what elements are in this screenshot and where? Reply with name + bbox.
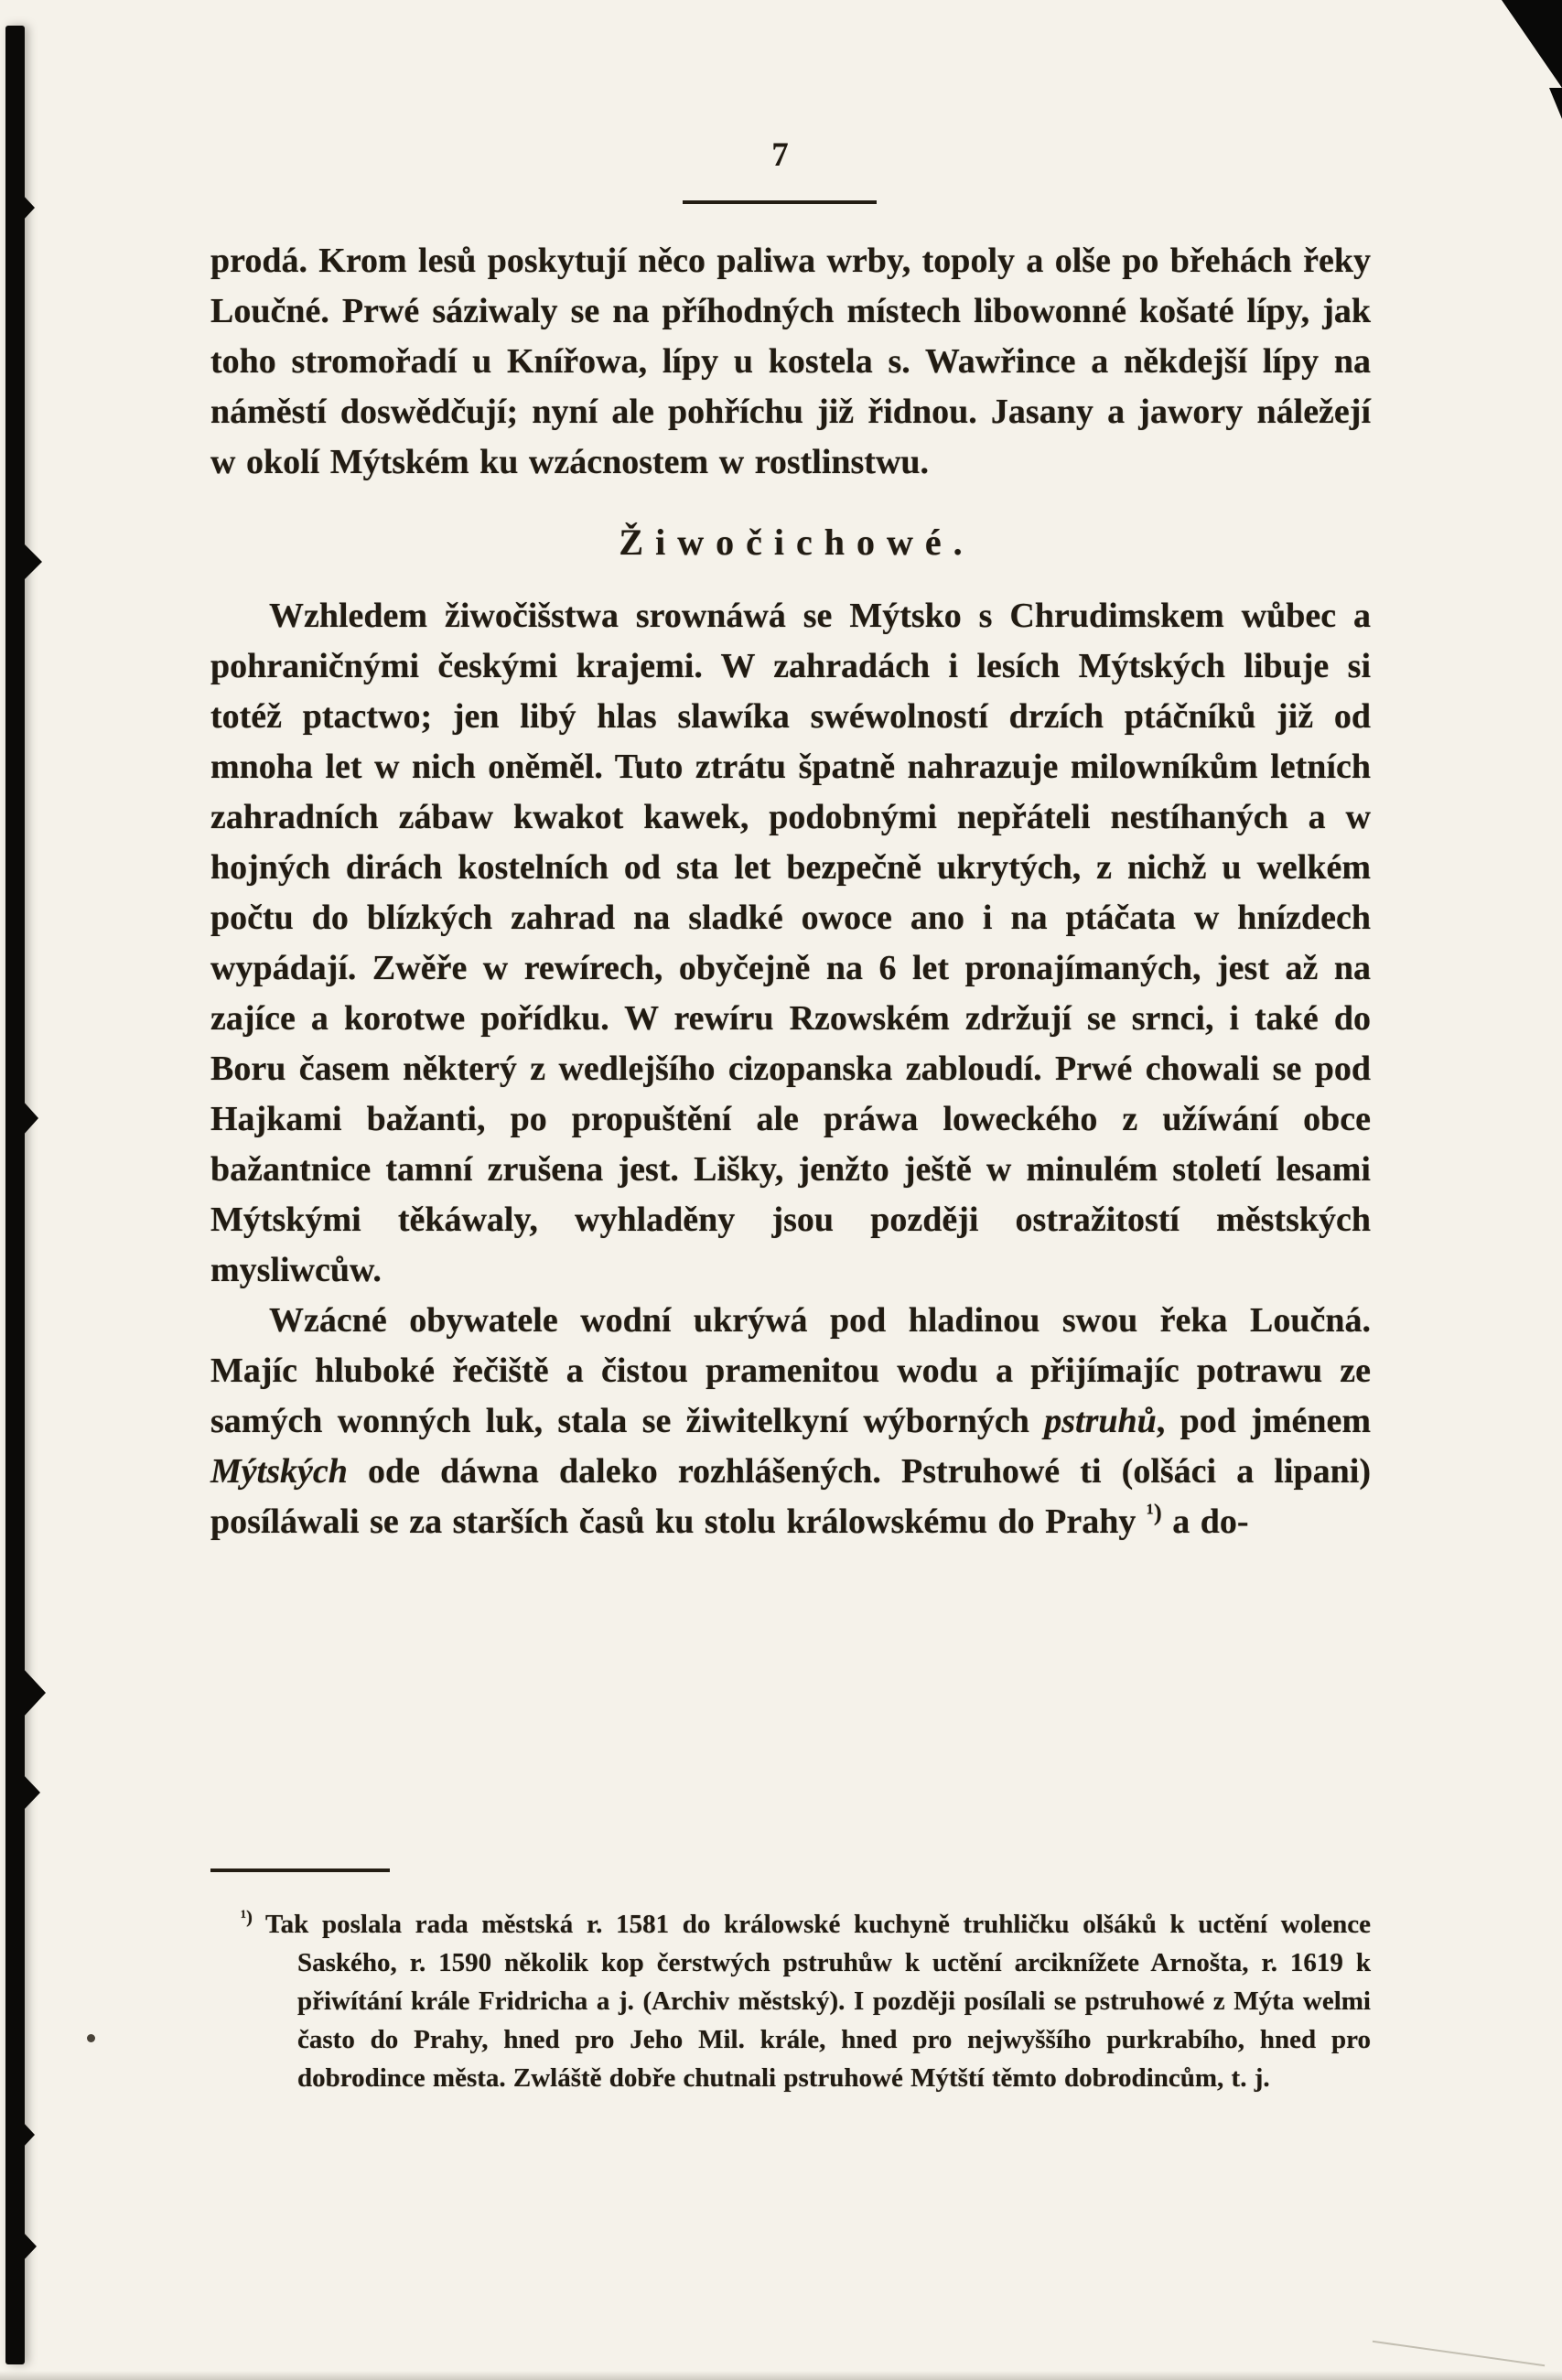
left-edge-mark	[22, 1100, 38, 1136]
top-right-notch-artifact	[1549, 88, 1562, 119]
bottom-edge-shadow	[0, 2371, 1562, 2380]
paragraph-animals: Wzhledem žiwočišstwa srownáwá se Mýtsko s Chrudimskem wůbec a pohraničnými českými krajemi. W zahradách i lesích Mýtských libuje si totéž ptactwo; jen libý hlas slawíka swéwolností drzích ptáčníků již od mnoha let w nich oněměl. Tuto ztrátu špatně nahrazuje milowníkům letních zahradních zábaw kwakot kawek, podobnými nepřáteli nestíhaných a w hojných dirách kostelních od sta let bezpečně ukrytých, z nichž u welkém počtu do blízkých zahrad na sladké owoce ano i na ptáčata w hnízdech wypádají. Zwěře w rewírech, obyčejně na 6 let pronajímaných, jest až na zajíce a korotwe pořídku. W rewíru Rzowském zdržují se srnci, i také do Boru časem některý z wedlejšího cizopanska zabloudí. Prwé chowali se pod Hajkami bažanti, po propuštění ale práwa loweckého z užíwání obce bažantnice tamní zrušena jest. Lišky, jenžto ještě w minulém století lesami Mýtskými těkáwaly, wyhladěny jsou později ostražitostí městských mysliwcůw.	[210, 597, 1371, 1289]
left-edge-mark	[22, 194, 35, 221]
text-segment: Wzácné obywatele wodní ukrýwá pod hladinou swou řeka Loučná. Majíc hluboké řečiště a čistou pramenitou wodu a přijímajíc potrawu ze samých wonných luk, stala se žiwitelkyní wýborných	[210, 1301, 1371, 1440]
footnote-marker: ¹)	[241, 1907, 253, 1928]
paragraph-continuation: prodá. Krom lesů poskytují něco paliwa wrby, topoly a olše po břehách řeky Loučné. Prwé sáziwaly se na příhodných místech libowonné košaté lípy, jak toho stromořadí u Knířowa, lípy u kostela s. Wawřince a někdejší lípy na náměstí doswědčují; nyní ale pohříchu již řidnou. Jasany a jawory náležejí w okolí Mýtském ku wzácnostem w rostlinstwu.	[210, 242, 1371, 481]
left-edge-mark	[22, 542, 42, 582]
bottom-right-scan-artifact	[1373, 2341, 1545, 2366]
page-number: 7	[771, 136, 791, 174]
section-heading: Žiwočichowé.	[619, 522, 975, 563]
footnote-text: Tak poslala rada městská r. 1581 do králowské kuchyně truhličku olšáků k uctění wolence Saského, r. 1590 několik kop čerstwých pstruhůw k uctění arciknížete Arnošta, r. 1619 k přiwítání krále Fridricha a j. (Archiv městský). I později posílali se pstruhowé z Mýta welmi často do Prahy, hned pro Jeho Mil. krále, hned pro nejwyššího purkrabího, hned pro dobrodince města. Zwláště dobře chutnali pstruhowé Mýtští těmto dobrodincům, t. j.	[252, 1910, 1371, 2093]
text-segment: , pod jménem	[1156, 1402, 1371, 1440]
text-segment: ode dáwna daleko rozhlášených. Pstruhowé ti (olšáci a lipani) posíláwali se za starších časů ku stolu králowskému do Prahy	[210, 1452, 1371, 1541]
left-edge-scan-artifact	[5, 26, 25, 2364]
left-edge-mark	[22, 1667, 46, 1718]
italic-segment-pstruhu: pstruhů	[1044, 1402, 1157, 1440]
footnote-separator	[210, 1868, 390, 1872]
body-text	[210, 236, 1371, 1547]
text-segment: a do-	[1161, 1502, 1249, 1541]
left-edge-mark	[22, 2121, 35, 2148]
footnote	[210, 1905, 1371, 2097]
top-right-corner-scan-artifact	[1502, 0, 1562, 88]
left-edge-mark	[22, 2231, 37, 2262]
paragraph-river	[210, 1296, 1371, 1547]
ink-speck	[87, 2034, 95, 2042]
left-edge-mark	[22, 1773, 40, 1812]
footnote-reference: ¹)	[1146, 1498, 1162, 1526]
italic-segment-mytskych: Mýtských	[210, 1452, 348, 1491]
page-number-rule	[683, 200, 877, 204]
